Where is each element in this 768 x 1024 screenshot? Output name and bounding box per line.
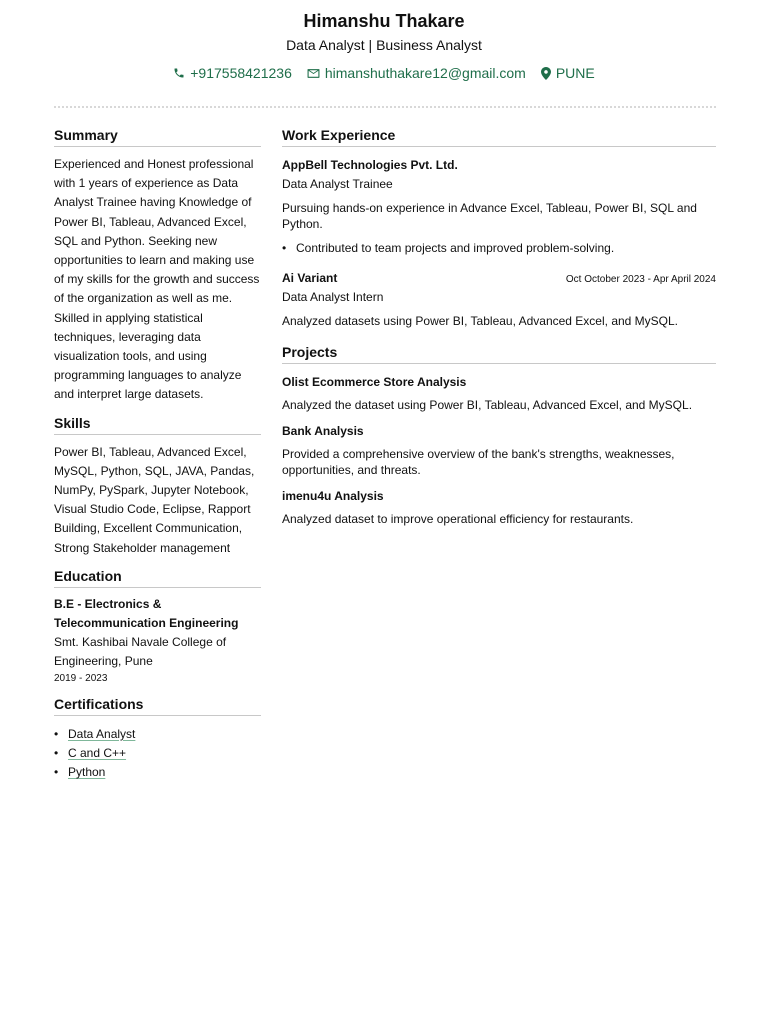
project-name: Olist Ecommerce Store Analysis — [282, 375, 467, 389]
education-years: 2019 - 2023 — [54, 672, 108, 684]
left-column — [54, 125, 261, 782]
education-heading: Education — [54, 566, 261, 588]
list-item — [54, 744, 261, 763]
summary-heading: Summary — [54, 125, 261, 147]
contact-phone[interactable] — [173, 64, 292, 82]
job-company: AppBell Technologies Pvt. Ltd. — [282, 158, 458, 172]
phone-icon — [173, 67, 185, 79]
education-degree: B.E - Electronics & Telecommunication Engineering — [54, 596, 239, 630]
right-column — [282, 125, 716, 527]
location-text: PUNE — [555, 65, 595, 81]
location-pin-icon — [541, 67, 551, 80]
project-name: Bank Analysis — [282, 424, 364, 438]
job-header — [282, 156, 716, 174]
job-bullet-list — [282, 240, 716, 256]
project-description: Analyzed dataset to improve operational efficiency for restaurants. — [282, 512, 634, 526]
certification-link-c-cpp[interactable]: C and C++ — [68, 746, 127, 761]
job-description: Analyzed datasets using Power BI, Tableau, Advanced Excel, and MySQL. — [282, 314, 679, 328]
resume-header — [0, 10, 768, 82]
summary-text: Experienced and Honest professional with 1 years of experience as Data Analyst Trainee having Knowledge of Power BI, Tableau, Advanced Excel, SQL and Python. Seeking new opportunities to learn and making use of my skills for the growth and success of the organization as well as me. Skilled in applying statistical techniques, leveraging data visualization tools, and using programming languages to analyze and interpret large datasets. — [54, 157, 260, 402]
job-dates: Oct October 2023 - Apr April 2024 — [565, 274, 716, 285]
email-address: himanshuthakare12@gmail.com — [324, 65, 526, 81]
skills-heading: Skills — [54, 413, 261, 435]
work-experience-section — [282, 125, 716, 329]
project-entry — [282, 487, 716, 527]
job-role: Data Analyst Intern — [282, 290, 384, 304]
job-company: Ai Variant — [282, 271, 338, 285]
contact-email[interactable] — [307, 64, 526, 82]
summary-section — [54, 125, 261, 405]
certifications-heading: Certifications — [54, 694, 261, 716]
list-item — [54, 725, 261, 744]
list-item — [54, 763, 261, 782]
certification-link-python[interactable]: Python — [68, 765, 106, 780]
job-header — [282, 269, 716, 287]
list-item: • Contributed to team projects and improved problem-solving. — [282, 240, 716, 256]
header-divider — [54, 106, 716, 108]
certification-link-data-analyst[interactable]: Data Analyst — [68, 726, 136, 741]
project-description: Provided a comprehensive overview of the bank's strengths, weaknesses, opportunities, and threats. — [282, 447, 675, 477]
certifications-list — [54, 725, 261, 783]
work-experience-heading: Work Experience — [282, 125, 716, 147]
job-role: Data Analyst Trainee — [282, 177, 393, 191]
job-entry — [282, 156, 716, 256]
job-entry — [282, 269, 716, 329]
projects-section — [282, 342, 716, 527]
projects-heading: Projects — [282, 342, 716, 364]
contact-location — [541, 64, 595, 82]
email-icon — [307, 68, 320, 79]
project-description: Analyzed the dataset using Power BI, Tableau, Advanced Excel, and MySQL. — [282, 398, 693, 412]
contact-bar — [0, 64, 768, 82]
candidate-title: Data Analyst | Business Analyst — [286, 37, 482, 53]
skills-section — [54, 413, 261, 558]
education-school: Smt. Kashibai Navale College of Engineering, Pune — [54, 634, 227, 668]
certifications-section — [54, 694, 261, 783]
project-name: imenu4u Analysis — [282, 489, 384, 503]
skills-text: Power BI, Tableau, Advanced Excel, MySQL, Python, SQL, JAVA, Pandas, NumPy, PySpark, Jupyter Notebook, Visual Studio Code, Eclipse, Rapport Building, Excellent Communication, Strong Stakeholder management — [54, 444, 255, 555]
candidate-name: Himanshu Thakare — [303, 11, 465, 31]
job-description: Pursuing hands-on experience in Advance Excel, Tableau, Power BI, SQL and Python. — [282, 201, 697, 231]
education-section — [54, 566, 261, 686]
education-entry — [54, 595, 261, 686]
project-entry — [282, 422, 716, 478]
phone-number: +917558421236 — [190, 65, 292, 81]
project-entry — [282, 373, 716, 413]
